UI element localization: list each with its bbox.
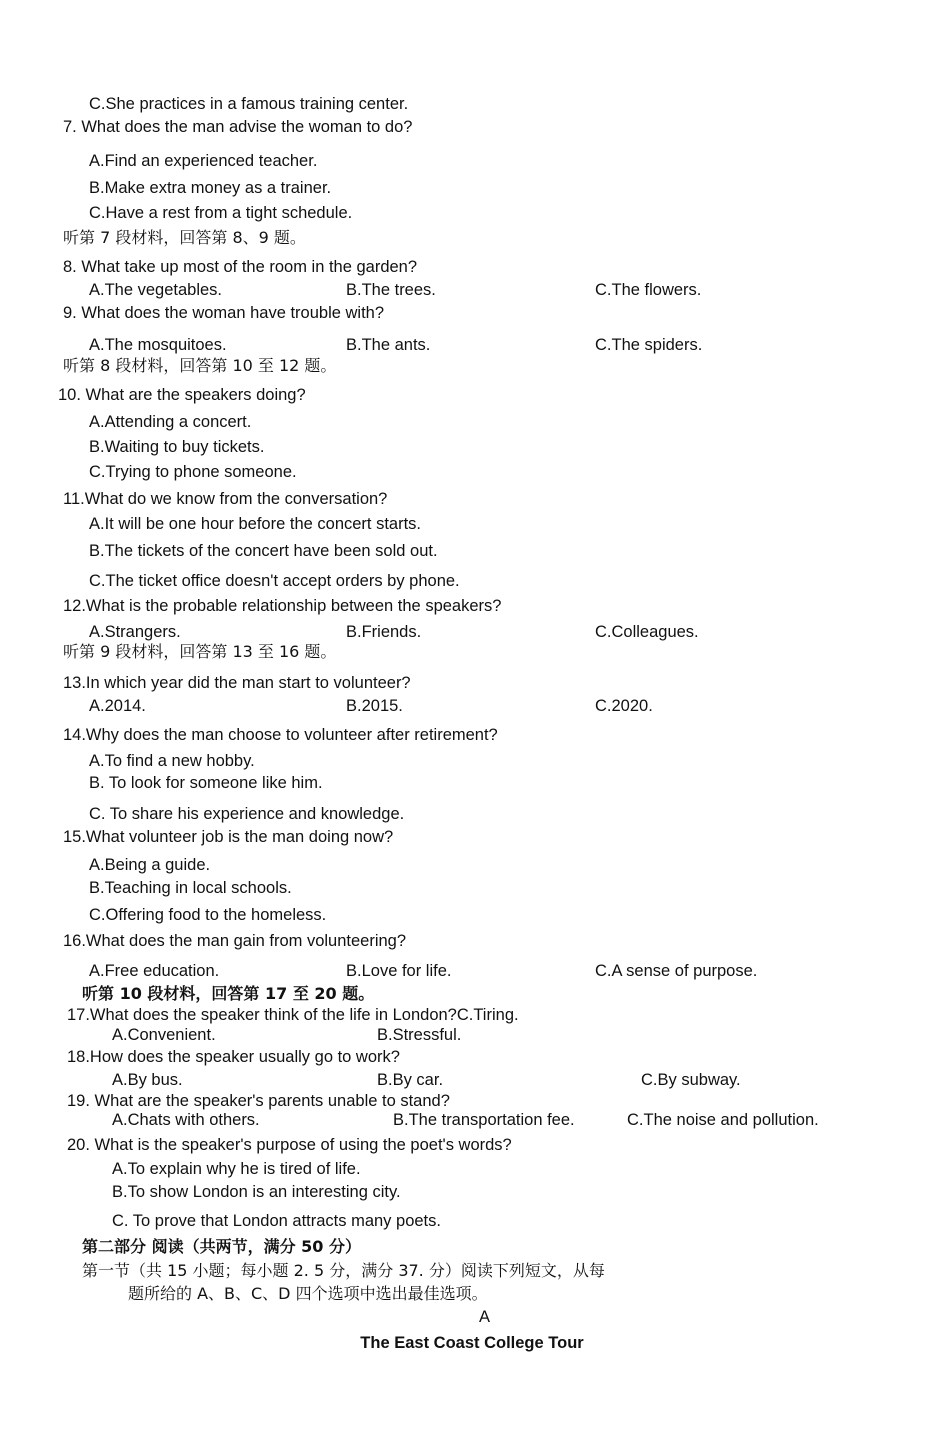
q12-option-a: A.Strangers. — [89, 623, 181, 641]
q13-option-a: A.2014. — [89, 697, 146, 715]
q11-option-b: B.The tickets of the concert have been sold out. — [89, 542, 438, 560]
q19-option-a: A.Chats with others. — [112, 1111, 260, 1129]
q11-stem: 11.What do we know from the conversation? — [63, 490, 388, 508]
q13-option-b: B.2015. — [346, 697, 403, 715]
q15-option-a: A.Being a guide. — [89, 856, 211, 874]
q19-option-c: C.The noise and pollution. — [627, 1111, 819, 1129]
q19-stem: 19. What are the speaker's parents unable to stand? — [67, 1092, 450, 1110]
q10-option-c: C.Trying to phone someone. — [89, 463, 297, 481]
q20-option-a: A.To explain why he is tired of life. — [112, 1160, 361, 1178]
q12-option-c: C.Colleagues. — [595, 623, 699, 641]
q12-stem: 12.What is the probable relationship between the speakers? — [63, 597, 502, 615]
q7-stem: 7. What does the man advise the woman to do? — [63, 118, 413, 136]
q15-option-c: C.Offering food to the homeless. — [89, 906, 327, 924]
q18-option-a: A.By bus. — [112, 1071, 183, 1089]
q9-option-b: B.The ants. — [346, 336, 431, 354]
q16-option-a: A.Free education. — [89, 962, 220, 980]
section-10-instruction: 听第 10 段材料，回答第 17 至 20 题。 — [82, 984, 375, 1003]
q20-option-c: C. To prove that London attracts many poets. — [112, 1212, 441, 1230]
q16-stem: 16.What does the man gain from volunteering? — [63, 932, 407, 950]
q8-option-c: C.The flowers. — [595, 281, 702, 299]
part-2-instruction-line-2: 题所给的 A、B、C、D 四个选项中选出最佳选项。 — [128, 1284, 488, 1303]
section-7-instruction: 听第 7 段材料，回答第 8、9 题。 — [63, 228, 306, 247]
q18-stem: 18.How does the speaker usually go to work? — [67, 1048, 400, 1066]
q16-option-b: B.Love for life. — [346, 962, 452, 980]
q11-option-a: A.It will be one hour before the concert starts. — [89, 515, 422, 533]
part-2-heading: 第二部分 阅读（共两节，满分 50 分） — [82, 1237, 361, 1256]
q8-stem: 8. What take up most of the room in the garden? — [63, 258, 418, 276]
passage-label: A — [479, 1308, 491, 1326]
q18-option-b: B.By car. — [377, 1071, 444, 1089]
q17-option-a: A.Convenient. — [112, 1026, 216, 1044]
q20-option-b: B.To show London is an interesting city. — [112, 1183, 401, 1201]
q8-option-a: A.The vegetables. — [89, 281, 222, 299]
q7-option-a: A.Find an experienced teacher. — [89, 152, 318, 170]
q14-option-a: A.To find a new hobby. — [89, 752, 255, 770]
q9-option-a: A.The mosquitoes. — [89, 336, 227, 354]
q14-option-c: C. To share his experience and knowledge. — [89, 805, 405, 823]
part-2-instruction-line-1: 第一节（共 15 小题；每小题 2. 5 分，满分 37. 分）阅读下列短文，从每 — [82, 1261, 605, 1280]
q10-stem: 10. What are the speakers doing? — [58, 386, 306, 404]
q6-option-c: C.She practices in a famous training center. — [89, 95, 409, 113]
q19-option-b: B.The transportation fee. — [393, 1111, 575, 1129]
section-8-instruction: 听第 8 段材料，回答第 10 至 12 题。 — [63, 356, 337, 375]
q9-option-c: C.The spiders. — [595, 336, 703, 354]
section-9-instruction: 听第 9 段材料，回答第 13 至 16 题。 — [63, 642, 337, 661]
q17-option-b: B.Stressful. — [377, 1026, 462, 1044]
q9-stem: 9. What does the woman have trouble with? — [63, 304, 385, 322]
q10-option-b: B.Waiting to buy tickets. — [89, 438, 265, 456]
q15-option-b: B.Teaching in local schools. — [89, 879, 292, 897]
q17-stem: 17.What does the speaker think of the life in London?C.Tiring. — [67, 1006, 519, 1024]
q10-option-a: A.Attending a concert. — [89, 413, 252, 431]
q8-option-b: B.The trees. — [346, 281, 436, 299]
q16-option-c: C.A sense of purpose. — [595, 962, 758, 980]
q13-option-c: C.2020. — [595, 697, 653, 715]
q11-option-c: C.The ticket office doesn't accept orders by phone. — [89, 572, 460, 590]
q7-option-b: B.Make extra money as a trainer. — [89, 179, 332, 197]
q13-stem: 13.In which year did the man start to volunteer? — [63, 674, 411, 692]
q14-stem: 14.Why does the man choose to volunteer after retirement? — [63, 726, 498, 744]
q20-stem: 20. What is the speaker's purpose of using the poet's words? — [67, 1136, 512, 1154]
q18-option-c: C.By subway. — [641, 1071, 741, 1089]
q14-option-b: B. To look for someone like him. — [89, 774, 323, 792]
q12-option-b: B.Friends. — [346, 623, 422, 641]
passage-title: The East Coast College Tour — [360, 1334, 584, 1352]
q7-option-c: C.Have a rest from a tight schedule. — [89, 204, 353, 222]
q15-stem: 15.What volunteer job is the man doing now? — [63, 828, 394, 846]
